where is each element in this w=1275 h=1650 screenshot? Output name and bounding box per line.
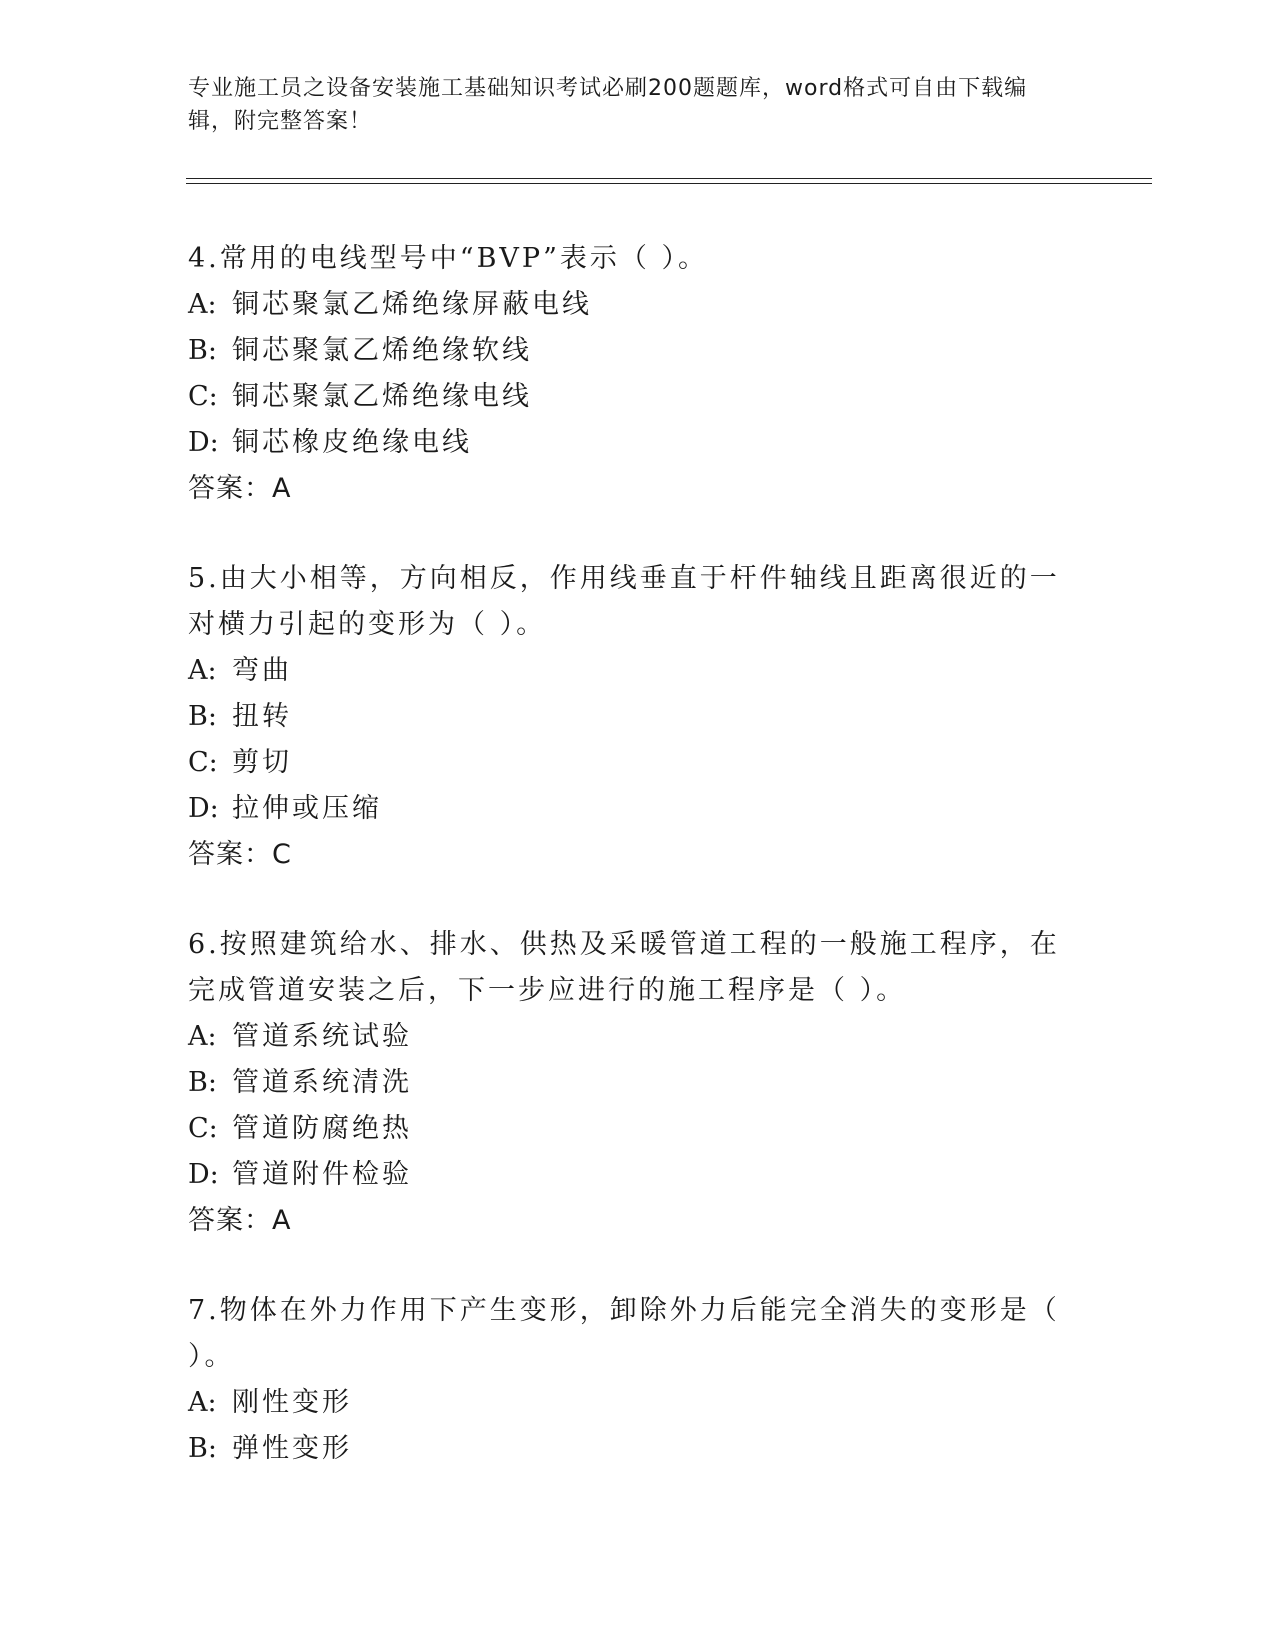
option-text: 管道附件检验 <box>232 1159 412 1190</box>
question-text: 7.物体在外力作用下产生变形，卸除外力后能完全消失的变形是（ ）。 <box>188 1295 1060 1372</box>
option-a <box>188 648 1068 694</box>
option-b <box>188 694 1068 740</box>
option-text: 管道防腐绝热 <box>232 1113 412 1144</box>
option-letter: C: <box>188 1113 218 1144</box>
question-list <box>188 236 1068 1516</box>
answer-line: 答案：A <box>188 1205 292 1236</box>
option-letter: B: <box>188 1067 217 1098</box>
option-text: 拉伸或压缩 <box>232 793 382 824</box>
question-7 <box>188 1288 1068 1472</box>
option-b <box>188 1426 1068 1472</box>
option-text: 管道系统试验 <box>232 1021 412 1052</box>
option-text: 铜芯聚氯乙烯绝缘屏蔽电线 <box>232 289 592 320</box>
answer-line: 答案：C <box>188 839 292 870</box>
option-text: 刚性变形 <box>232 1387 352 1418</box>
option-letter: A: <box>188 1387 217 1418</box>
option-letter: D: <box>188 1159 219 1190</box>
option-text: 铜芯聚氯乙烯绝缘电线 <box>232 381 532 412</box>
answer-line: 答案：A <box>188 473 292 504</box>
question-6 <box>188 922 1068 1244</box>
question-4 <box>188 236 1068 512</box>
option-letter: B: <box>188 335 217 366</box>
option-letter: C: <box>188 747 218 778</box>
option-letter: A: <box>188 1021 217 1052</box>
option-letter: B: <box>188 701 217 732</box>
option-c <box>188 740 1068 786</box>
option-text: 弹性变形 <box>232 1433 352 1464</box>
option-text: 剪切 <box>232 747 292 778</box>
question-5 <box>188 556 1068 878</box>
option-text: 扭转 <box>232 701 292 732</box>
option-b <box>188 328 1068 374</box>
question-text: 5.由大小相等，方向相反，作用线垂直于杆件轴线且距离很近的一对横力引起的变形为（ ）。 <box>188 563 1060 640</box>
option-text: 管道系统清洗 <box>232 1067 412 1098</box>
option-a <box>188 282 1068 328</box>
question-text: 6.按照建筑给水、排水、供热及采暖管道工程的一般施工程序，在完成管道安装之后，下一步应进行的施工程序是（ ）。 <box>188 929 1060 1006</box>
option-text: 铜芯聚氯乙烯绝缘软线 <box>232 335 532 366</box>
option-a <box>188 1014 1068 1060</box>
option-c <box>188 1106 1068 1152</box>
option-text: 铜芯橡皮绝缘电线 <box>232 427 472 458</box>
header-divider-bottom <box>186 183 1152 184</box>
option-letter: A: <box>188 655 217 686</box>
option-letter: D: <box>188 793 219 824</box>
option-letter: B: <box>188 1433 217 1464</box>
option-d <box>188 1152 1068 1198</box>
header-divider-top <box>186 178 1152 179</box>
question-text: 4.常用的电线型号中“BVP”表示（ ）。 <box>188 243 708 274</box>
option-a <box>188 1380 1068 1426</box>
option-d <box>188 786 1068 832</box>
option-text: 弯曲 <box>232 655 292 686</box>
option-d <box>188 420 1068 466</box>
option-letter: A: <box>188 289 217 320</box>
option-c <box>188 374 1068 420</box>
option-b <box>188 1060 1068 1106</box>
document-title: 专业施工员之设备安装施工基础知识考试必刷200题题库，word格式可自由下载编辑，附完整答案！ <box>188 76 1028 134</box>
option-letter: C: <box>188 381 218 412</box>
option-letter: D: <box>188 427 219 458</box>
